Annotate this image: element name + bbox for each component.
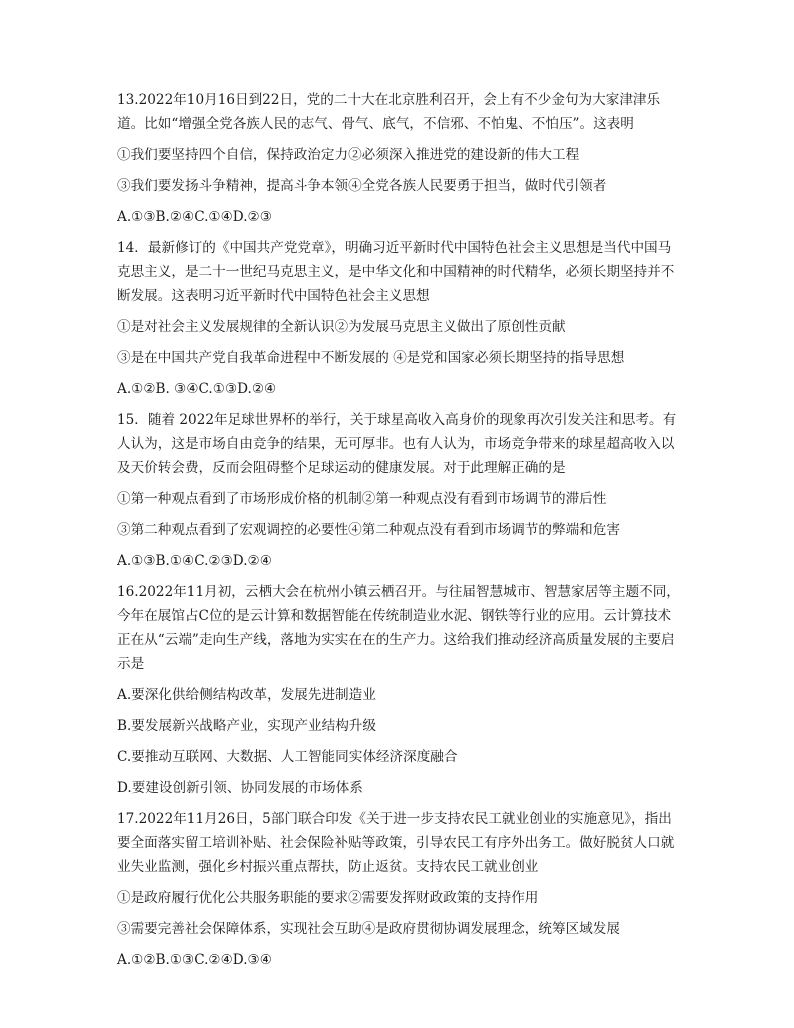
statement-line: ③需要完善社会保障体系，实现社会互助④是政府贯彻协调发展理念，统筹区域发展 xyxy=(117,921,620,937)
choice-b: B.要发展新兴战略产业，实现产业结构升级 xyxy=(117,718,376,734)
question-stem: 17.2022年11月26日，5部门联合印发《关于进一步支持农民工就业创业的实施意见》，指出要全面落实留工培训补贴、社会保险补贴等政策，引导农民工有序外出务工。做好脱贫人口就业失业监测，强化乡村振兴重点帮扶，防止返贫。支持农民工就业创业 xyxy=(117,811,675,875)
question-14 xyxy=(117,236,684,401)
question-stem: 14．最新修订的《中国共产党党章》，明确习近平新时代中国特色社会主义思想是当代中国马克思主义，是二十一世纪马克思主义，是中华文化和中国精神的时代精华，必须长期坚持并不断发展。这表明习近平新时代中国特色社会主义思想 xyxy=(117,240,675,304)
question-17 xyxy=(117,807,684,972)
question-stem: 15．随着 2022年足球世界杯的举行，关于球星高收入高身价的现象再次引发关注和思考。有人认为，这是市场自由竞争的结果，无可厚非。也有人认为，市场竞争带来的球星超高收入以及天价转会费，反而会阻碍整个足球运动的健康发展。对于此理解正确的是 xyxy=(117,412,677,476)
statement-line: ③是在中国共产党自我革命进程中不断发展的 ④是党和国家必须长期坚持的指导思想 xyxy=(117,350,625,366)
answer-choices: A.①③B.②④C.①④D.②③ xyxy=(117,209,272,225)
choice-c: C.要推动互联网、大数据、人工智能同实体经济深度融合 xyxy=(117,749,458,765)
statement-line: ①是政府履行优化公共服务职能的要求②需要发挥财政政策的支持作用 xyxy=(117,890,539,906)
question-13 xyxy=(117,88,684,229)
choice-d: D.要建设创新引领、协同发展的市场体系 xyxy=(117,780,363,796)
question-stem: 13.2022年10月16日到22日，党的二十大在北京胜利召开，会上有不少金句为大家津津乐道。比如“增强全党各族人民的志气、骨气、底气，不信邪、不怕鬼、不怕压”。这表明 xyxy=(117,92,661,132)
statement-line: ①我们要坚持四个自信，保持政治定力②必须深入推进党的建设新的伟大工程 xyxy=(117,147,580,163)
choice-a: A.要深化供给侧结构改革，发展先进制造业 xyxy=(117,687,376,703)
answer-choices: A.①②B.①③C.②④D.③④ xyxy=(117,952,272,968)
answer-choices: A.①②B. ③④C.①③D.②④ xyxy=(117,381,277,397)
answer-choices: A.①③B.①④C.②③D.②④ xyxy=(117,553,272,569)
question-15 xyxy=(117,408,684,573)
question-stem: 16.2022年11月初，云栖大会在杭州小镇云栖召开。与往届智慧城市、智慧家居等主题不同，今年在展馆占C位的是云计算和数据智能在传统制造业水泥、钢铁等行业的应用。云计算技术正在从“云端”走向生产线，落地为实实在在的生产力。这给我们推动经济高质量发展的主要启示是 xyxy=(117,584,680,672)
statement-line: ①第一种观点看到了市场形成价格的机制②第一种观点没有看到市场调节的滞后性 xyxy=(117,491,607,507)
statement-line: ③第二种观点看到了宏观调控的必要性④第二种观点没有看到市场调节的弊端和危害 xyxy=(117,522,620,538)
question-16 xyxy=(117,580,684,800)
statement-line: ③我们要发扬斗争精神，提高斗争本领④全党各族人民要勇于担当，做时代引领者 xyxy=(117,178,607,194)
statement-line: ①是对社会主义发展规律的全新认识②为发展马克思主义做出了原创性贡献 xyxy=(117,319,566,335)
